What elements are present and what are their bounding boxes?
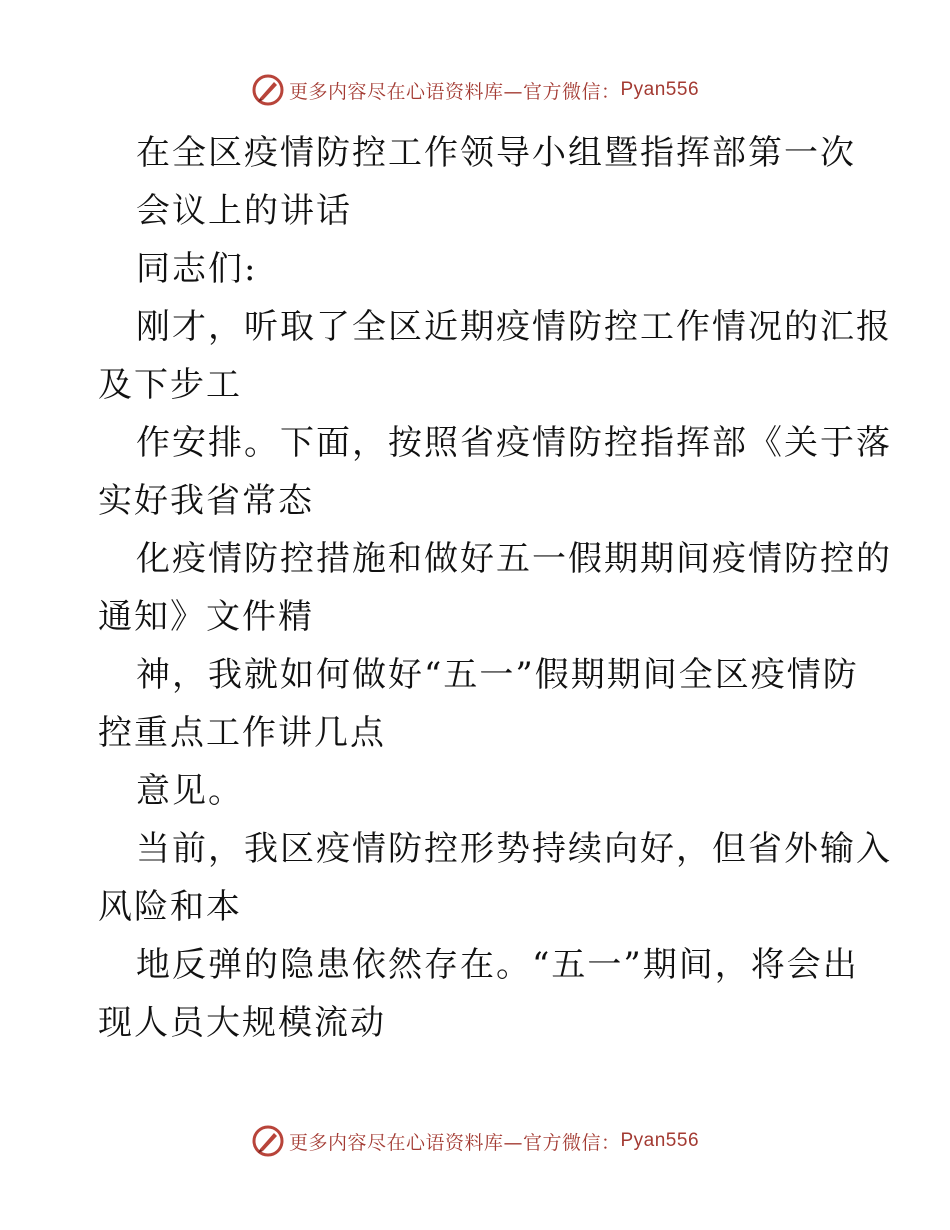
text-line: 化疫情防控措施和做好五一假期期间疫情防控的 (136, 539, 892, 579)
text-line: 风险和本 (98, 887, 242, 927)
document-body (98, 124, 892, 1052)
watermark-text: 更多内容尽在心语资料库—官方微信： (288, 1131, 621, 1154)
text-line: 刚才，听取了全区近期疫情防控工作情况的汇报 (136, 307, 892, 347)
pen-logo-icon (251, 1124, 285, 1158)
watermark-header (0, 70, 950, 110)
text-line: 意见。 (136, 771, 244, 811)
text-line: 神，我就如何做好“五一”假期期间全区疫情防 (136, 655, 859, 695)
watermark-text: 更多内容尽在心语资料库—官方微信： (288, 80, 621, 103)
text-line: 在全区疫情防控工作领导小组暨指挥部第一次 (136, 133, 856, 173)
text-line: 及下步工 (98, 365, 242, 405)
text-line: 地反弹的隐患依然存在。“五一”期间，将会出 (136, 945, 859, 985)
text-line: 当前，我区疫情防控形势持续向好，但省外输入 (136, 829, 892, 869)
text-line: 控重点工作讲几点 (98, 713, 386, 753)
watermark-handle: Pyan556 (620, 1130, 700, 1151)
text-line: 通知》文件精 (98, 597, 314, 637)
text-line: 同志们: (136, 249, 258, 289)
watermark-footer (0, 1121, 950, 1161)
text-line: 作安排。下面，按照省疫情防控指挥部《关于落 (136, 423, 892, 463)
pen-logo-icon (251, 73, 285, 107)
watermark-handle: Pyan556 (620, 79, 700, 100)
text-line: 会议上的讲话 (136, 191, 352, 231)
text-line: 实好我省常态 (98, 481, 314, 521)
text-line: 现人员大规模流动 (98, 1003, 386, 1043)
